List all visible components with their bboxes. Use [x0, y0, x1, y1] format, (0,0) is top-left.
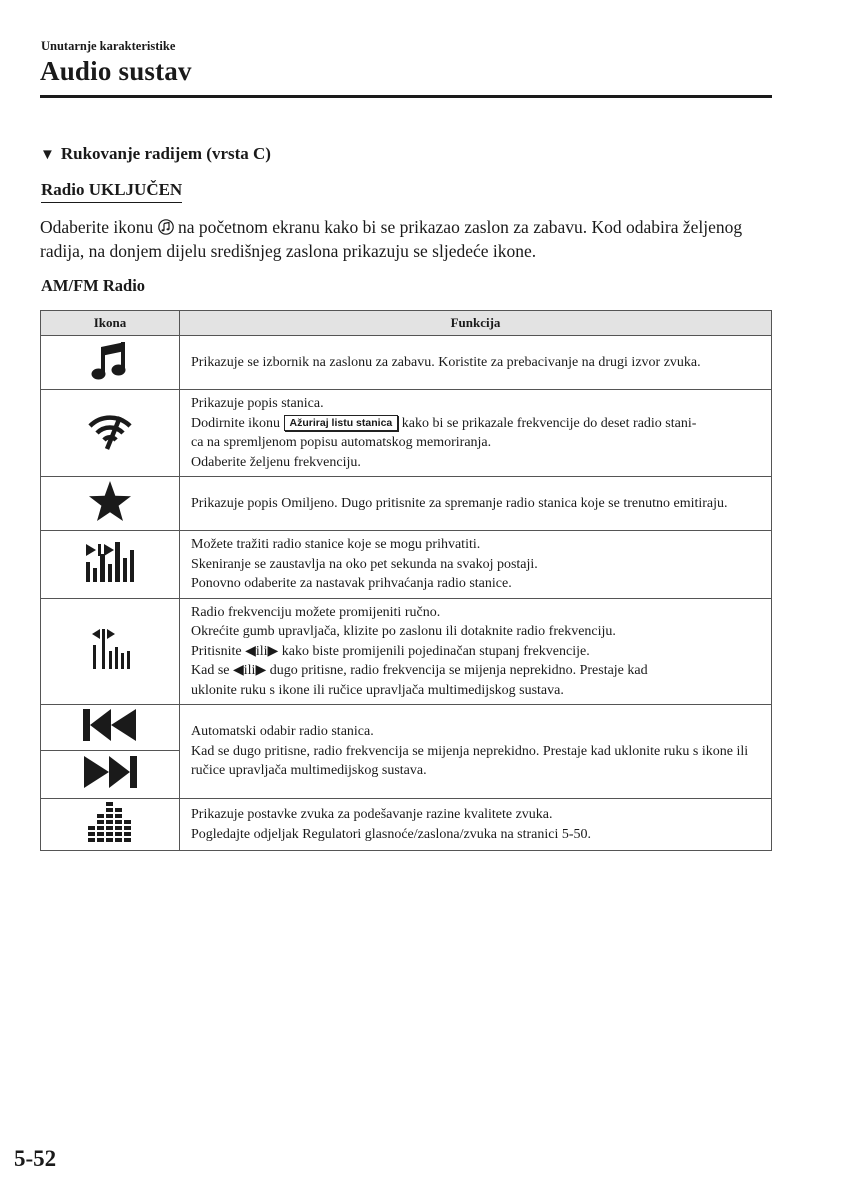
subsection-heading-text: Rukovanje radijem (vrsta C) — [60, 144, 271, 163]
star-icon — [88, 480, 132, 522]
table-row — [41, 477, 772, 531]
function-text: Okrećite gumb upravljača, klizite po zaslonu ili dotaknite radio frekvenciju. — [191, 624, 616, 639]
function-text: Ponovno odaberite za nastavak prihvaćanja radio stanice. — [191, 576, 512, 591]
section-label: Unutarnje karakteristike — [41, 39, 176, 53]
seek-back-icon — [82, 707, 138, 743]
function-cell — [180, 531, 772, 599]
function-cell — [180, 390, 772, 477]
intro-text-before: Odaberite ikonu — [40, 217, 154, 237]
table-row — [41, 598, 772, 705]
table-row — [41, 531, 772, 599]
function-cell — [180, 477, 772, 531]
column-header-icon: Ikona — [41, 311, 180, 336]
function-text-part: ili — [243, 663, 256, 678]
function-text-part: Pritisnite — [191, 643, 242, 659]
function-text: uklonite ruku s ikone ili ručice upravljača multimedijskog sustava. — [191, 682, 564, 698]
function-text: Radio frekvenciju možete promijeniti ručno. — [191, 604, 441, 620]
page-number: 5-52 — [14, 1146, 57, 1171]
function-text: Prikazuje postavke zvuka za podešavanje razine kvalitete zvuka. — [191, 807, 553, 822]
function-cell — [180, 705, 772, 799]
radio-on-heading: Radio UKLJUČEN — [41, 180, 182, 203]
icon-cell — [41, 598, 180, 705]
manual-tune-icon — [88, 627, 132, 671]
function-text: Prikazuje popis stanica. — [191, 396, 324, 411]
function-text: Prikazuje popis Omiljeno. Dugo pritisnite za spremanje radio stanica koje se trenutno emitiraju. — [191, 495, 728, 511]
icon-cell — [41, 477, 180, 531]
page-title: Audio sustav — [40, 56, 192, 86]
icon-cell — [41, 531, 180, 599]
music-note-icon — [158, 219, 174, 235]
table-row — [41, 799, 772, 851]
sound-settings-icon — [86, 801, 134, 843]
function-text: Pogledajte odjeljak Regulatori glasnoće/zaslona/zvuka na stranici 5-50. — [191, 826, 592, 842]
title-rule — [40, 95, 772, 98]
table-row — [41, 390, 772, 477]
function-text: Odaberite željenu frekvenciju. — [191, 454, 361, 470]
icon-cell — [41, 751, 180, 799]
station-list-icon — [86, 411, 134, 451]
column-header-function: Funkcija — [180, 311, 772, 336]
table-row — [41, 336, 772, 390]
table-row — [41, 705, 772, 751]
function-cell — [180, 799, 772, 851]
triangle-right-icon: ▶ — [267, 642, 279, 659]
update-station-list-button[interactable]: Ažuriraj listu stanica — [284, 415, 399, 431]
icon-cell — [41, 705, 180, 751]
function-text — [191, 642, 761, 662]
icon-cell — [41, 390, 180, 477]
icon-cell — [41, 799, 180, 851]
triangle-right-icon: ▶ — [255, 662, 267, 678]
function-text: ca na spremljenom popisu automatskog memoriranja. — [191, 435, 492, 450]
music-note-icon — [88, 338, 132, 382]
function-text — [191, 414, 761, 434]
triangle-left-icon: ◀ — [233, 662, 244, 678]
function-text — [191, 661, 761, 681]
function-text-part: Kad se — [191, 663, 230, 678]
function-text: Prikazuje se izbornik na zaslonu za zabavu. Koristite za prebacivanje na drugi izvor zvuka. — [191, 354, 701, 370]
function-text: Kad se dugo pritisne, radio frekvencija se mijenja neprekidno. Prestaje kad uklonite ruku s ikone ili ručice upravljača multimedijskog sustava. — [191, 743, 749, 779]
function-text-part: kako bi se prikazale frekvencije do deset radio stani- — [401, 415, 697, 431]
am-fm-heading: AM/FM Radio — [41, 276, 146, 295]
triangle-down-icon: ▼ — [40, 147, 55, 163]
function-cell — [180, 598, 772, 705]
table-header-row — [41, 311, 772, 336]
function-text-part: Dodirnite ikonu — [191, 415, 281, 431]
function-text-part: kako biste promijenili pojedinačan stupanj frekvencije. — [281, 643, 590, 659]
icon-cell — [41, 336, 180, 390]
scan-icon — [84, 540, 136, 584]
function-text: Automatski odabir radio stanica. — [191, 724, 374, 740]
function-text: Skeniranje se zaustavlja na oko pet sekunda na svakoj postaji. — [191, 556, 538, 572]
seek-forward-icon — [82, 754, 138, 790]
triangle-left-icon: ◀ — [245, 642, 256, 659]
function-text-part: dugo pritisne, radio frekvencija se mijenja neprekidno. Prestaje kad — [269, 663, 648, 678]
subsection-heading — [40, 144, 271, 164]
function-text-part: ili — [255, 643, 268, 659]
intro-text-after: na početnom ekranu kako bi se prikazao zaslon za zabavu. Kod odabira željenog radija, na donjem dijelu središnjeg zaslona prikazuju se sljedeće ikone. — [40, 217, 743, 261]
function-table — [40, 310, 772, 851]
intro-paragraph — [40, 215, 775, 263]
function-cell — [180, 336, 772, 390]
function-text: Možete tražiti radio stanice koje se mogu prihvatiti. — [191, 537, 481, 552]
